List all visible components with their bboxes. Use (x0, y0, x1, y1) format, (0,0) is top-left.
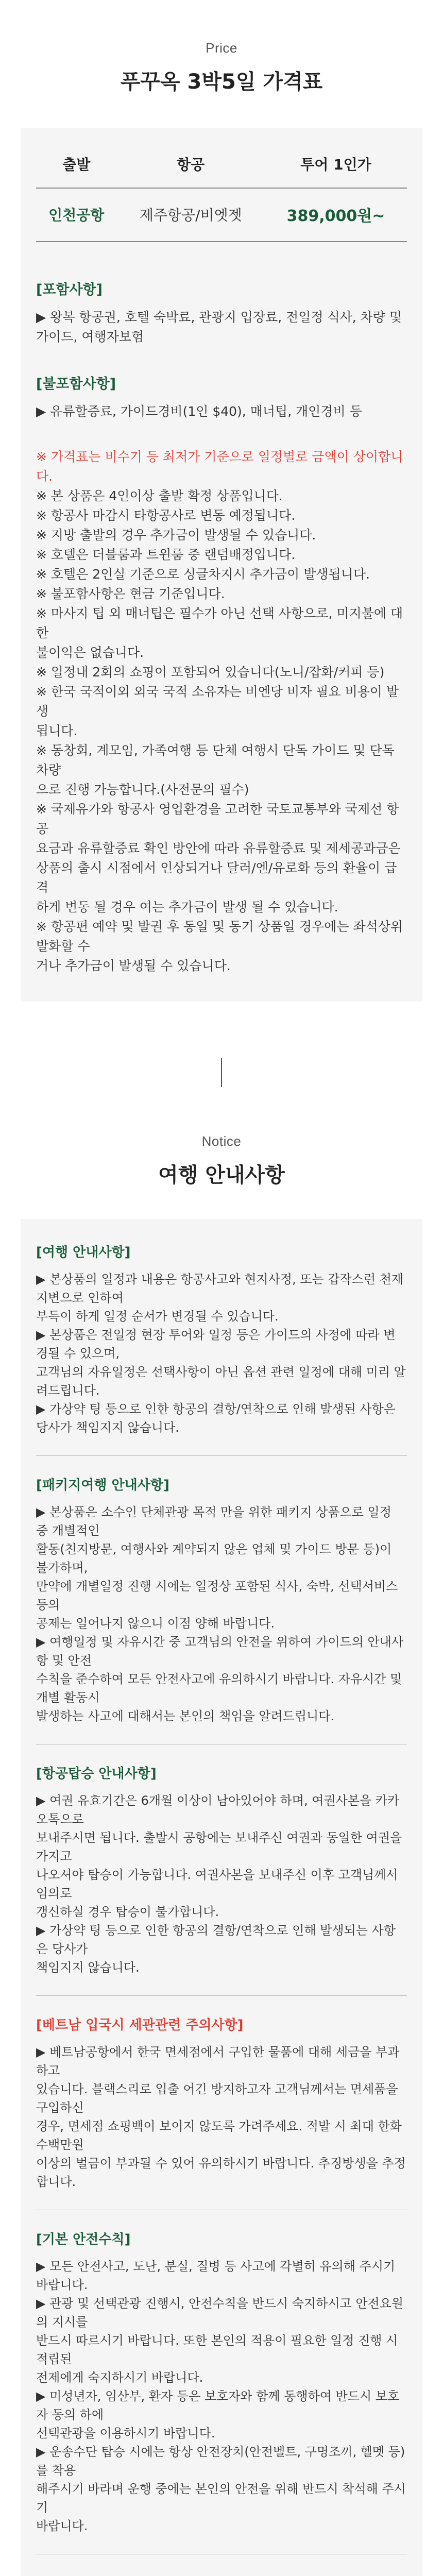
notice-line: 이상의 벌금이 부과될 수 있어 유의하시기 바랍니다. 추징방생을 추정합니다. (36, 2156, 406, 2189)
section-divider (221, 1058, 222, 1087)
notice-line: 책임지지 않습니다. (36, 1960, 140, 1975)
header-airline: 항공 (117, 154, 265, 188)
notice-line: ▶ 가상약 팅 등으로 인한 항공의 결항/연착으로 인해 발생된 사항은 당사가 책임지지 않습니다. (36, 1402, 396, 1435)
note-line: ※ 지방 출발의 경우 추가금이 발생될 수 있습니다. (36, 528, 316, 543)
notice-line: ▶ 여행일정 및 자유시간 중 고객님의 안전을 위하여 가이드의 안내사항 및 안전 (36, 1635, 404, 1668)
notice-line: ▶ 본상품의 일정과 내용은 항공사고와 현지사정, 또는 갑작스런 천재지변으로 인하여 (36, 1272, 404, 1305)
notice-line: 반드시 따르시기 바랍니다. 또한 본인의 적용이 필요한 일정 진행 시 적립된 (36, 2333, 398, 2366)
note-line: 됩니다. (36, 723, 78, 738)
notice-line: ▶ 가상약 팅 등으로 인한 항공의 결항/연착으로 인해 발생되는 사항은 당사가 (36, 1923, 396, 1956)
price-notes (36, 447, 407, 976)
notice-subsection (36, 2014, 407, 2191)
notice-line: 있습니다. 블랙스리로 입출 어긴 방지하고자 고객님께서는 면세품을 구입하신 (36, 2082, 398, 2115)
price-box (21, 128, 422, 1002)
notice-box (21, 1219, 422, 2576)
price-table (36, 154, 407, 242)
note-line: ※ 본 상품은 4인이상 출발 확정 상품입니다. (36, 488, 283, 503)
notice-line: ▶ 본상품은 소수인 단체관광 목적 만을 위한 패키지 상품으로 일정 중 개별적인 (36, 1505, 391, 1538)
note-line: ※ 가격표는 비수기 등 최저가 기준으로 일정별로 금액이 상이합니다. (36, 449, 403, 484)
notice-line: 공제는 일어나지 않으니 이점 양해 바랍니다. (36, 1616, 275, 1631)
notice-subsection-title: [항공탑승 안내사항] (36, 1766, 157, 1782)
notice-subsection (36, 1475, 407, 1725)
note-line: ※ 동창회, 계모임, 가족여행 등 단체 여행시 단독 가이드 및 단독 차량 (36, 743, 395, 777)
departure-value: 인천공항 (36, 188, 117, 242)
notice-eyebrow: Notice (201, 1133, 242, 1149)
include-title: [포함사항] (36, 282, 103, 298)
notice-line: 수칙을 준수하여 모든 안전사고에 유의하시기 바랍니다. 자유시간 및 개별 활동시 (36, 1672, 402, 1705)
airline-value: 제주항공/비엣젯 (117, 188, 265, 242)
notice-subsection (36, 1763, 407, 1977)
price-title: 푸꾸옥 3박5일 가격표 (120, 70, 323, 94)
note-line: 으로 진행 가능합니다.(사전문의 필수) (36, 782, 249, 797)
notice-line: ▶ 미성년자, 임산부, 환자 등은 보호자와 함께 동행하여 반드시 보호자 동의 하에 (36, 2389, 400, 2422)
notice-line: 고객님의 자유일정은 선택사항이 아닌 옵션 관련 일정에 대해 미리 알려드립니다. (36, 1365, 406, 1398)
include-group (36, 278, 407, 347)
note-line: ※ 불포함사항은 현금 기준입니다. (36, 586, 225, 601)
note-line: ※ 일정내 2회의 쇼핑이 포함되어 있습니다(노니/잡화/커피 등) (36, 665, 385, 680)
notice-subsection-title (36, 2573, 407, 2576)
notice-subsection-title: [베트남 입국시 세관관련 주의사항] (36, 2018, 244, 2033)
notice-line: ▶ 운송수단 탑승 시에는 항상 안전장치(안전벨트, 구명조끼, 헬멧 등)를 착용 (36, 2445, 405, 2478)
notice-line: 해주시기 바라며 운행 중에는 본인의 안전을 위해 반드시 착석해 주시기 (36, 2482, 406, 2515)
notice-line: 보내주시면 됩니다. 출발시 공항에는 보내주신 여권과 동일한 여권을 가지고 (36, 1831, 402, 1863)
notice-line: 전제에게 숙지하시기 바랍니다. (36, 2370, 203, 2385)
note-line: 거나 추가금이 발생될 수 있습니다. (36, 958, 231, 973)
include-list (36, 308, 407, 347)
price-header (0, 40, 443, 95)
notice-line: ▶ 여권 유효기간은 6개월 이상이 남아있어야 하며, 여권사본을 카카오톡으로 (36, 1793, 400, 1826)
notice-subsection-title: [패키지여행 안내사항] (36, 1478, 169, 1493)
notice-line: ▶ 베트남공항에서 한국 면세점에서 구입한 물품에 대해 세금을 부과 하고 (36, 2045, 400, 2078)
notice-line: 활동(친지방문, 여행사와 계약되지 않은 업체 및 가이드 방문 등)이 불가하며, (36, 1542, 392, 1575)
notice-subsection-title: [기본 안전수칙] (36, 2232, 131, 2247)
exclude-title: [불포함사항] (36, 376, 116, 392)
tour-price-value: 389,000원~ (265, 188, 407, 242)
exclude-group (36, 372, 407, 421)
section-rule (36, 1995, 407, 1996)
note-line: ※ 한국 국적이외 외국 국적 소유자는 비엔당 비자 필요 비용이 발생 (36, 684, 399, 719)
notice-section (0, 1133, 443, 2576)
section-rule (36, 1455, 407, 1456)
notice-line: 경우, 면세점 쇼핑백이 보이지 않도록 가려주세요. 적발 시 최대 한화 수백만원 (36, 2119, 402, 2152)
notice-subsection (36, 2229, 407, 2535)
price-table-header-row (36, 154, 407, 188)
note-line: ※ 호텔은 2인실 기준으로 싱글차지시 추가금이 발생됩니다. (36, 567, 370, 582)
text-line: ▶ 유류할증료, 가이드경비(1인 $40), 매너팁, 개인경비 등 (36, 404, 362, 419)
note-line: 상품의 출시 시점에서 인상되거나 달러/엔/유로화 등의 환율이 급격 (36, 860, 397, 895)
note-line: 불이익은 없습니다. (36, 645, 144, 660)
notice-line: 바랍니다. (36, 2519, 88, 2533)
notice-line: ▶ 관광 및 선택관광 진행시, 안전수칙을 반드시 숙지하시고 안전요원의 지시를 (36, 2296, 404, 2329)
text-line: ▶ 왕복 항공권, 호텔 숙박료, 관광지 입장료, 전일정 식사, 차량 및 (36, 310, 402, 325)
header-tour-price: 투어 1인가 (265, 154, 407, 188)
note-line: 요금과 유류할증료 확인 방안에 따라 유류할증료 및 제세공과금은 (36, 841, 401, 856)
price-eyebrow: Price (206, 40, 237, 56)
notice-line: 만약에 개별일정 진행 시에는 일정상 포함된 식사, 숙박, 선택서비스 등의 (36, 1579, 398, 1612)
notice-line: 발생하는 사고에 대해서는 본인의 책임을 알려드립니다. (36, 1709, 335, 1723)
price-table-row (36, 188, 407, 242)
price-section (0, 0, 443, 1002)
note-line: ※ 항공편 예약 및 발권 후 동일 및 동기 상품일 경우에는 좌석상위 발화할 수 (36, 919, 403, 954)
notice-line: 선택관광을 이용하시기 바랍니다. (36, 2426, 215, 2441)
notice-subsection (36, 1242, 407, 1437)
note-line: ※ 호텔은 더블룸과 트윈룸 중 랜덤배정입니다. (36, 547, 296, 562)
header-departure: 출발 (36, 154, 117, 188)
notice-line: 갱신하실 경우 탑승이 불가합니다. (36, 1905, 219, 1919)
note-line: ※ 마사지 팁 외 매너팁은 필수가 아닌 선택 사항으로, 미지불에 대한 (36, 606, 403, 640)
notice-line: ▶ 본상품은 전일정 현장 투어와 일정 등은 가이드의 사정에 따라 변경될 수 있으며, (36, 1328, 396, 1361)
text-line: 가이드, 여행자보험 (36, 329, 144, 344)
note-line: ※ 국제유가와 항공사 영업환경을 고려한 국토교통부와 국제선 항공 (36, 802, 399, 836)
note-line: ※ 항공사 마감시 타항공사로 변동 예정됩니다. (36, 508, 296, 523)
note-line: 하게 변동 될 경우 여는 추가금이 발생 될 수 있습니다. (36, 900, 338, 914)
notice-line: 부득이 하게 일정 순서가 변경될 수 있습니다. (36, 1309, 279, 1324)
notice-subsection-title: [여행 안내사항] (36, 1245, 131, 1260)
notice-header (0, 1133, 443, 1188)
notice-line: 나오셔야 탑승이 가능합니다. 여권사본을 보내주신 이후 고객님께서 임의로 (36, 1868, 398, 1901)
exclude-list (36, 402, 407, 421)
notice-line: ▶ 모든 안전사고, 도난, 분실, 질병 등 사고에 각별히 유의해 주시기 바랍니다. (36, 2259, 396, 2292)
notice-subsection (36, 2573, 407, 2576)
notice-title: 여행 안내사항 (158, 1163, 285, 1187)
